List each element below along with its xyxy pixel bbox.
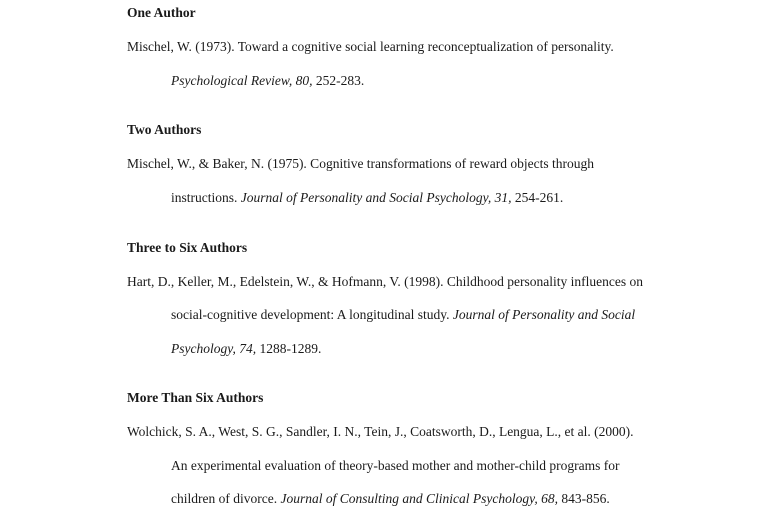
reference-mischel-1973-line-1: Mischel, W. (1973). Toward a cognitive social learning reconceptualization of personality. [127,39,614,54]
reference-mischel-baker-1975-line-1: Mischel, W., & Baker, N. (1975). Cognitive transformations of reward objects through [127,156,594,171]
reference-wolchick-2000-line-1: Wolchick, S. A., West, S. G., Sandler, I. N., Tein, J., Coatsworth, D., Lengua, L., et al. (2000). [127,424,634,439]
section-heading-three-to-six-authors: Three to Six Authors [127,240,248,255]
section-heading-more-than-six-authors: More Than Six Authors [127,390,264,405]
reference-mischel-1973-line-2: Psychological Review, 80, 252-283. [171,73,365,88]
reference-hart-1998-line-1: Hart, D., Keller, M., Edelstein, W., & Hofmann, V. (1998). Childhood personality influences on [127,274,644,289]
reference-wolchick-2000-line-3: children of divorce. Journal of Consulting and Clinical Psychology, 68, 843-856. [171,491,610,506]
reference-hart-1998-line-2: social-cognitive development: A longitudinal study. Journal of Personality and Social [171,307,636,322]
section-heading-two-authors: Two Authors [127,122,202,137]
reference-hart-1998-line-3: Psychology, 74, 1288-1289. [171,341,322,356]
reference-wolchick-2000-line-2: An experimental evaluation of theory-based mother and mother-child programs for [171,458,620,473]
section-heading-one-author: One Author [127,5,196,20]
reference-mischel-baker-1975-line-2: instructions. Journal of Personality and Social Psychology, 31, 254-261. [171,190,564,205]
